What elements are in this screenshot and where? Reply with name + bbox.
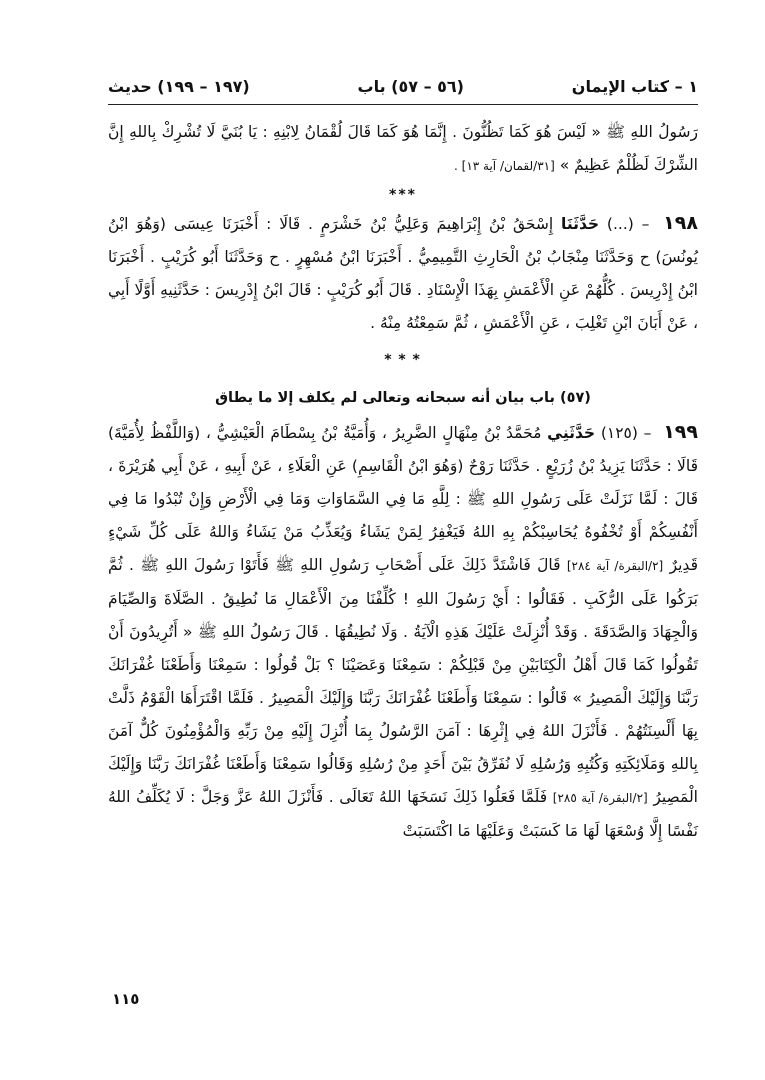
hadith-text-part-2: قَالَ فَاشْتَدَّ ذَلِكَ عَلَى أَصْحَابِ رَسُولِ اللهِ ﷺ فَأَتَوْا رَسُولَ اللهِ ﷺ . ثُمَّ بَرَكُوا عَلَى الرُّكَبِ . فَقَالُوا : أَيْ رَسُولَ اللهِ ! كُلِّفْنَا مِنَ الْأَعْمَالِ مَا نُطِيقُ . الصَّلَاةَ وَالصِّيَامَ وَالْجِهَادَ وَالصَّدَقَةَ . وَقَدْ أُنْزِلَتْ عَلَيْكَ هَذِهِ الْآيَةُ . وَلَا نُطِيقُهَا . قَالَ رَسُولُ اللهِ ﷺ « أَتُرِيدُونَ أَنْ تَقُولُوا كَمَا قَالَ أَهْلُ الْكِتَابَيْنِ مِنْ قَبْلِكُمْ : سَمِعْنَا وَعَصَيْنَا ؟ بَلْ قُولُوا : سَمِعْنَا وَأَطَعْنَا غُفْرَانَكَ رَبَّنَا وَإِلَيْكَ الْمَصِيرُ » قَالُوا : سَمِعْنَا وَأَطَعْنَا غُفْرَانَكَ رَبَّنَا وَإِلَيْكَ الْمَصِيرُ . فَلَمَّا اقْتَرَأَهَا الْقَوْمُ ذَلَّتْ بِهَا أَلْسِنَتُهُمْ . فَأَنْزَلَ اللهُ فِي إِثْرِهَا : آمَنَ الرَّسُولُ بِمَا أُنْزِلَ إِلَيْهِ مِنْ رَبِّهِ وَالْمُؤْمِنُونَ كُلٌّ آمَنَ بِاللهِ وَمَلَائِكَتِهِ وَكُتُبِهِ وَرُسُلِهِ لَا نُفَرِّقُ بَيْنَ أَحَدٍ مِنْ رُسُلِهِ وَقَالُوا سَمِعْنَا وَأَطَعْنَا غُفْرَانَكَ رَبَّنَا وَإِلَيْكَ الْمَصِيرُ xyxy=(108,556,698,806)
hadith-199 xyxy=(108,416,698,848)
header-hadith-range: (١٩٧ – ١٩٩) حديث xyxy=(108,76,250,96)
main-text xyxy=(108,116,698,848)
hadith-prefix: – (...) xyxy=(606,215,650,233)
page-number: ١١٥ xyxy=(112,990,140,1008)
hadith-number: ١٩٨ xyxy=(663,212,698,234)
section-separator: *** xyxy=(389,187,417,203)
hadith-198 xyxy=(108,207,698,340)
running-header xyxy=(108,68,698,104)
header-rule xyxy=(108,104,698,105)
chapter-heading: (٥٧) باب بيان أنه سبحانه وتعالى لم يكلف إلا ما يطاق xyxy=(215,390,591,406)
quran-reference: [٢/البقرة/ آية ٢٨٤] xyxy=(566,559,664,573)
hadith-number: ١٩٩ xyxy=(663,421,698,443)
quran-reference: [٣١/لقمان/ آية ١٣] . xyxy=(454,159,555,173)
hadith-text: إِسْحَقُ بْنُ إِبْرَاهِيمَ وَعَلِيُّ بْنُ خَشْرَمٍ . قَالَا : أَخْبَرَنَا عِيسَى (وَهُوَ ابْنُ يُونُسَ) ح وَحَدَّثَنَا مِنْجَابُ بْنُ الْحَارِثِ التَّمِيمِيُّ . أَخْبَرَنَا ابْنُ مُسْهِرٍ . ح وَحَدَّثَنَا أَبُو كُرَيْبٍ . أَخْبَرَنَا ابْنُ إِدْرِيسَ . كُلُّهُمْ عَنِ الْأَعْمَشِ بِهَذَا الْإِسْنَادِ . قَالَ أَبُو كُرَيْبٍ : قَالَ ابْنُ إِدْرِيسَ : حَدَّثَنِيهِ أَوَّلًا أَبِي ، عَنْ أَبَانَ ابْنِ تَغْلِبَ ، عَنِ الْأَعْمَشِ ، ثُمَّ سَمِعْتُهُ مِنْهُ . xyxy=(108,215,698,332)
header-book-title: ١ – كتاب الإيمان xyxy=(571,76,698,96)
header-chapter-range: (٥٦ – ٥٧) باب xyxy=(357,76,464,96)
chapter-separator: * * * xyxy=(384,352,422,368)
paragraph-continued-text: رَسُولُ اللهِ ﷺ « لَيْسَ هُوَ كَمَا تَظُنُّونَ . إِنَّمَا هُوَ كَمَا قَالَ لُقْمَانُ لِابْنِهِ : يَا بُنَيَّ لَا تُشْرِكْ بِاللهِ إِنَّ الشِّرْكَ لَظُلْمٌ عَظِيمٌ » xyxy=(108,123,698,174)
hadith-opening: حَدَّثَنَا xyxy=(561,215,600,233)
quran-reference: [٢/البقرة/ آية ٢٨٥] xyxy=(552,791,648,805)
hadith-text-part-3: فَلَمَّا فَعَلُوا ذَلِكَ نَسَخَهَا اللهُ تَعَالَى . فَأَنْزَلَ اللهُ عَزَّ وَجَلَّ : لَا يُكَلِّفُ اللهُ نَفْسًا إِلَّا وُسْعَهَا لَهَا مَا كَسَبَتْ وَعَلَيْهَا مَا اكْتَسَبَتْ xyxy=(108,788,698,840)
hadith-prefix: – (١٢٥) xyxy=(600,424,652,442)
hadith-opening: حَدَّثَنِي xyxy=(547,424,596,442)
hadith-text-part-1: مُحَمَّدُ بْنُ مِنْهَالٍ الضَّرِيرُ ، وَأُمَيَّةُ بْنُ بِسْطَامَ الْعَيْشِيُّ ، (وَاللَّفْظُ لِأُمَيَّةَ) قَالَا : حَدَّثَنَا يَزِيدُ بْنُ زُرَيْعٍ . حَدَّثَنَا رَوْحٌ (وَهُوَ ابْنُ الْقَاسِمِ) عَنِ الْعَلَاءِ ، عَنْ أَبِيهِ ، عَنْ أَبِي هُرَيْرَةَ ، قَالَ : لَمَّا نَزَلَتْ عَلَى رَسُولِ اللهِ ﷺ : لِلَّهِ مَا فِي السَّمَاوَاتِ وَمَا فِي الْأَرْضِ وَإِنْ تُبْدُوا مَا فِي أَنْفُسِكُمْ أَوْ تُخْفُوهُ يُحَاسِبْكُمْ بِهِ اللهُ فَيَغْفِرُ لِمَنْ يَشَاءُ وَيُعَذِّبُ مَنْ يَشَاءُ وَاللهُ عَلَى كُلِّ شَيْءٍ قَدِيرٌ xyxy=(108,424,698,574)
paragraph-continued xyxy=(108,116,698,183)
